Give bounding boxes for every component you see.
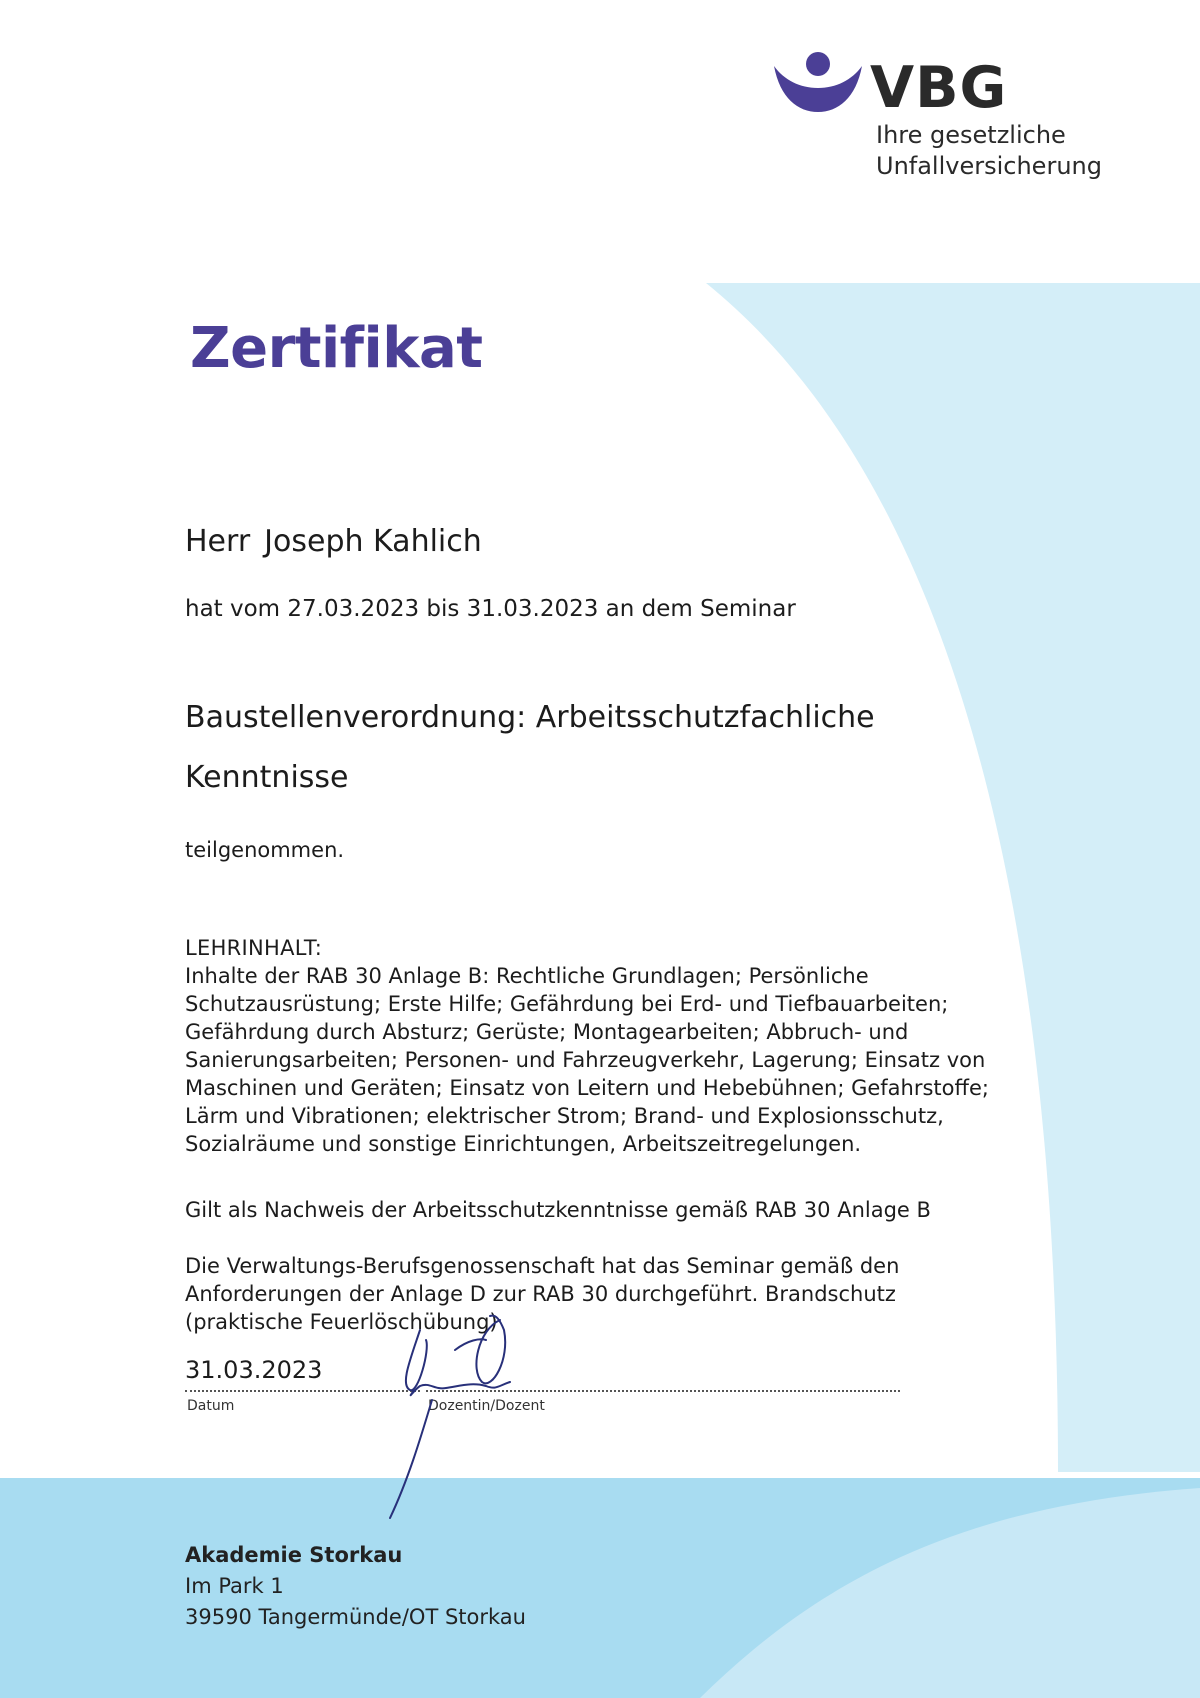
academy-name: Akademie Storkau bbox=[185, 1543, 403, 1567]
vbg-logo bbox=[772, 50, 1112, 180]
brand-tagline-line1: Ihre gesetzliche bbox=[876, 121, 1066, 149]
certificate-date: 31.03.2023 bbox=[185, 1356, 323, 1384]
brand-tagline bbox=[876, 120, 1102, 182]
participated-text: teilgenommen. bbox=[185, 838, 345, 862]
date-caption: Datum bbox=[187, 1398, 235, 1414]
handwritten-signature bbox=[360, 1290, 560, 1520]
course-content bbox=[185, 934, 1015, 1158]
academy-address bbox=[185, 1540, 526, 1633]
proof-text: Gilt als Nachweis der Arbeitsschutzkenntnisse gemäß RAB 30 Anlage B bbox=[185, 1198, 931, 1222]
seminar-title bbox=[185, 688, 945, 808]
lecturer-caption: Dozentin/Dozent bbox=[428, 1398, 545, 1414]
recipient-salutation: Herr bbox=[185, 524, 251, 559]
recipient-name: Joseph Kahlich bbox=[264, 524, 482, 559]
brand-tagline-line2: Unfallversicherung bbox=[876, 152, 1102, 180]
recipient bbox=[185, 524, 482, 559]
certificate-title: Zertifikat bbox=[190, 316, 483, 381]
seminar-title-line1: Baustellenverordnung: Arbeitsschutzfachliche bbox=[185, 700, 875, 735]
academy-street: Im Park 1 bbox=[185, 1574, 284, 1598]
course-content-heading: LEHRINHALT: bbox=[185, 936, 323, 960]
statement-text: Die Verwaltungs-Berufsgenossenschaft hat das Seminar gemäß den Anforderungen der Anlage D zur RAB 30 durchgeführt. Brandschutz (praktische Feuerlöschübung) bbox=[185, 1254, 900, 1334]
brand-name: VBG bbox=[870, 55, 1008, 121]
seminar-title-line2: Kenntnisse bbox=[185, 760, 349, 795]
course-content-text: Inhalte der RAB 30 Anlage B: Rechtliche Grundlagen; Persönliche Schutzausrüstung; Erste Hilfe; Gefährdung bei Erd- und Tiefbauarbeiten; Gefährdung durch Absturz; Gerüste; Montagearbeiten; Abbruch- und Sanierungsarbeiten; Personen- und Fahrzeugverkehr, Lagerung; Einsatz von Maschinen und Geräten; Einsatz von Leitern und Hebebühnen; Gefahrstoffe; Lärm und Vibrationen; elektrischer Strom; Brand- und Explosionsschutz, Sozialräume und sonstige Einrichtungen, Arbeitszeitregelungen. bbox=[185, 964, 989, 1156]
vbg-person-arc-logo-icon bbox=[772, 50, 864, 114]
academy-city: 39590 Tangermünde/OT Storkau bbox=[185, 1605, 526, 1629]
seminar-period: hat vom 27.03.2023 bis 31.03.2023 an dem Seminar bbox=[185, 596, 796, 622]
